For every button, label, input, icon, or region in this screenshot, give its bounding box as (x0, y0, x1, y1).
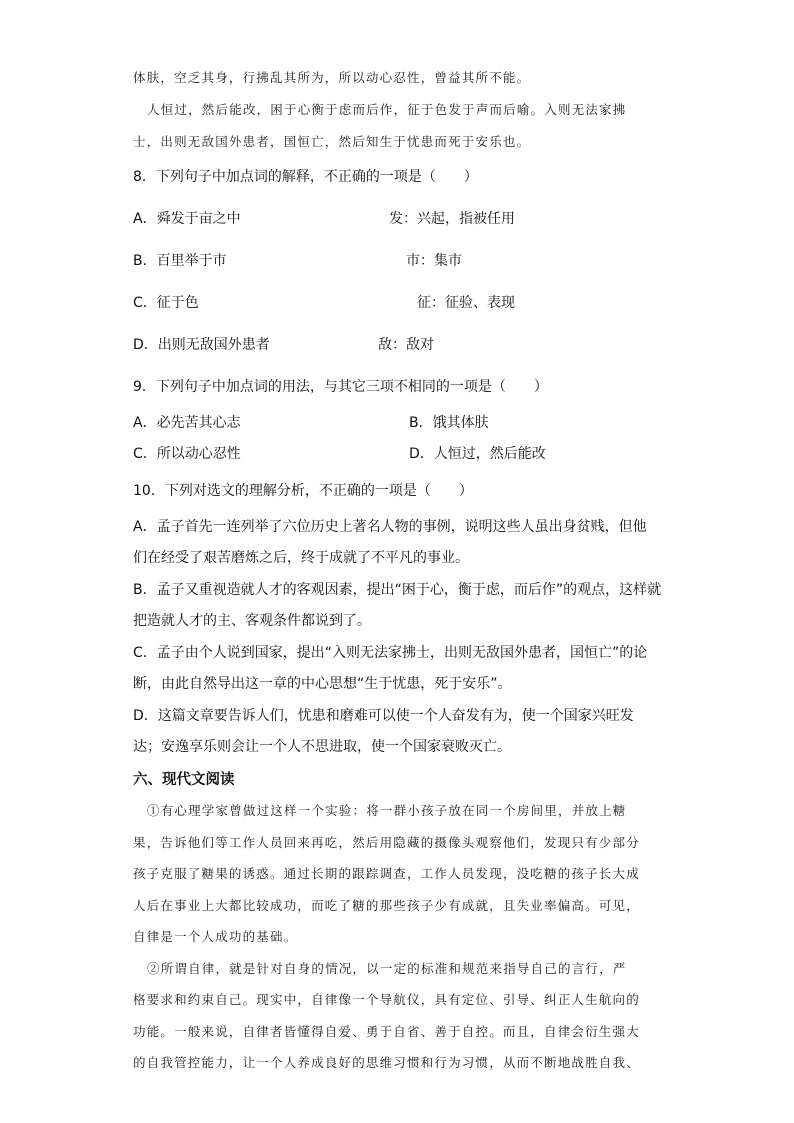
modern-passage-line: 自律是一个人成功的基础。 (133, 929, 298, 944)
passage-line: 人恒过，然后能改，困于心衡于虑而后作，征于色发于声而后喻。入则无法家拂 (147, 102, 627, 117)
q9-option-a: A．必先苦其心志 (133, 415, 241, 431)
q8-option-d: D．出则无敌国外患者 (133, 337, 270, 353)
q8-option-c: C．征于色 (133, 295, 199, 311)
q8-option-a-gloss: 发：兴起，指被任用 (389, 211, 515, 227)
q9-option-c: C．所以动心忍性 (133, 446, 241, 462)
q10-line: D．这篇文章要告诉人们，忧患和磨难可以使一个人奋发有为，使一个国家兴旺发 (133, 708, 634, 724)
modern-passage-line: 格要求和约束自己。现实中，自律像一个导航仪，具有定位、引导、纠正人生航向的 (133, 992, 640, 1007)
passage-line: 体肤，空乏其身，行拂乱其所为，所以动心忍性，曾益其所不能。 (133, 70, 531, 85)
q8-option-c-gloss: 征：征验、表现 (417, 295, 515, 311)
q8-option-d-gloss: 敌：敌对 (378, 337, 434, 353)
q10-line: B．孟子又重视造就人才的客观因素，提出“困于心，衡于虑，而后作”的观点，这样就 (133, 582, 662, 598)
modern-passage-line: 果，告诉他们等工作人员回来再吃，然后用隐藏的摄像头观察他们，发现只有少部分 (133, 835, 640, 850)
q9-option-b: B．饿其体肤 (409, 415, 489, 431)
section-heading: 六、现代文阅读 (133, 772, 235, 788)
q10-line: A．孟子首先一连列举了六位历史上著名人物的事例，说明这些人虽出身贫贱，但他 (133, 519, 647, 535)
question-8-stem: 8．下列句子中加点词的解释，不正确的一项是（ ） (133, 169, 478, 185)
modern-passage-line: 的自我管控能力，让一个人养成良好的思维习惯和行为习惯，从而不断地战胜自我、 (133, 1055, 640, 1070)
modern-passage-line: 人后在事业上大都比较成功，而吃了糖的那些孩子少有成就，且失业率偏高。可见， (133, 898, 640, 913)
q8-option-b-gloss: 市：集市 (406, 253, 462, 269)
passage-line: 士，出则无敌国外患者，国恒亡，然后知生于忧患而死于安乐也。 (133, 134, 531, 149)
q10-line: 们在经受了艰苦磨炼之后，终于成就了不平凡的事业。 (133, 550, 469, 566)
modern-passage-line: 孩子克服了糖果的诱惑。通过长期的跟踪调查，工作人员发现，没吃糖的孩子长大成 (133, 866, 640, 881)
q8-option-a: A．舜发于亩之中 (133, 211, 241, 227)
q10-line: C．孟子由个人说到国家，提出“入则无法家拂士，出则无敌国外患者，国恒亡”的论 (133, 645, 648, 661)
modern-passage-line: ②所谓自律，就是针对自身的情况，以一定的标准和规范来指导自己的言行，严 (147, 961, 627, 976)
modern-passage-line: 功能。一般来说，自律者皆懂得自爱、勇于自省、善于自控。而且，自律会衍生强大 (133, 1024, 640, 1039)
modern-passage-line: ①有心理学家曾做过这样一个实验：将一群小孩子放在同一个房间里，并放上糖 (147, 803, 627, 818)
q9-option-d: D．人恒过，然后能改 (409, 446, 546, 462)
q10-line: 断，由此自然导出这一章的中心思想“生于忧患，死于安乐”。 (133, 676, 512, 692)
q10-line: 达；安逸享乐则会让一个人不思进取，使一个国家衰败灭亡。 (133, 739, 511, 755)
q10-line: 把造就人才的主、客观条件都说到了。 (133, 613, 371, 629)
question-9-stem: 9．下列句子中加点词的用法，与其它三项不相同的一项是（ ） (133, 379, 548, 395)
question-10-stem: 10．下列对选文的理解分析，不正确的一项是（ ） (133, 483, 473, 499)
q8-option-b: B．百里举于市 (133, 253, 227, 269)
